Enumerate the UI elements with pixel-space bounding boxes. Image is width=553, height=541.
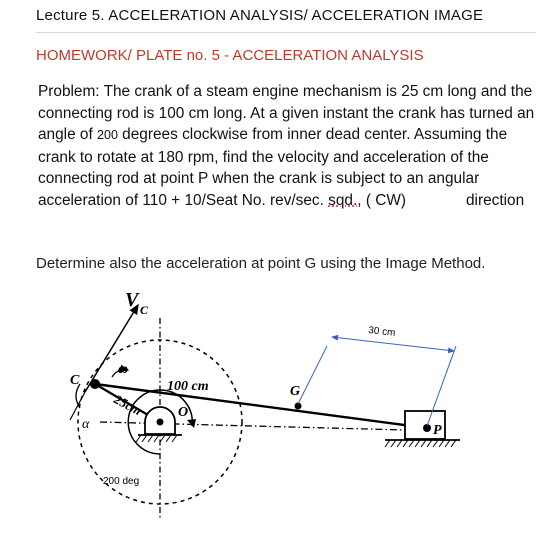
pivot-o-hatch <box>136 435 177 442</box>
label-p: P <box>433 423 442 438</box>
label-rod-length: 100 cm <box>167 379 209 394</box>
label-30cm: 30 cm <box>367 325 396 339</box>
label-vc: V <box>125 289 139 311</box>
slider-guide-hatch <box>385 440 456 447</box>
label-c: C <box>70 373 80 388</box>
problem-text-3: , ( CW) <box>357 191 406 209</box>
sqd-text: sqd. <box>328 191 358 209</box>
velocity-vc-arrow <box>85 305 138 392</box>
joint-c <box>90 379 100 389</box>
direction-text: direction <box>466 191 525 209</box>
image-method-instruction: Determine also the acceleration at point G using the Image Method. <box>36 255 486 272</box>
label-omega: ω <box>118 362 129 377</box>
lecture-title: Lecture 5. ACCELERATION ANALYSIS/ ACCELERATION IMAGE <box>36 7 484 24</box>
dim-30cm-arrow <box>332 337 454 351</box>
velocity-vc-tail <box>70 392 85 420</box>
label-vc-sub: C <box>140 303 149 317</box>
problem-text-1: Problem: The crank of a steam engine mechanism is 25 cm long and the connecting rod is 100 cm long. At a given instant the crank has turned an angle of <box>38 83 535 144</box>
pivot-o-pin <box>157 419 164 426</box>
label-o: O <box>178 405 189 420</box>
label-crank-length: 25cm <box>111 391 145 419</box>
homework-title: HOMEWORK/ PLATE no. 5 - ACCELERATION ANALYSIS <box>36 47 424 64</box>
label-alpha: α <box>82 417 90 432</box>
label-200deg: 200 deg <box>103 476 140 487</box>
problem-text-2: degrees clockwise from inner dead center. Assuming the crank to rotate at 180 rpm, find the velocity and acceleration of the connecting rod at point P when the crank is subject to an angular acceleration of 110 + 10/Seat No. rev/sec. <box>38 126 508 209</box>
dim-30cm-extension-g <box>298 346 327 404</box>
label-g: G <box>290 384 301 399</box>
angle-arc-head <box>187 419 196 428</box>
crank-angle-value: 200 <box>97 128 118 143</box>
